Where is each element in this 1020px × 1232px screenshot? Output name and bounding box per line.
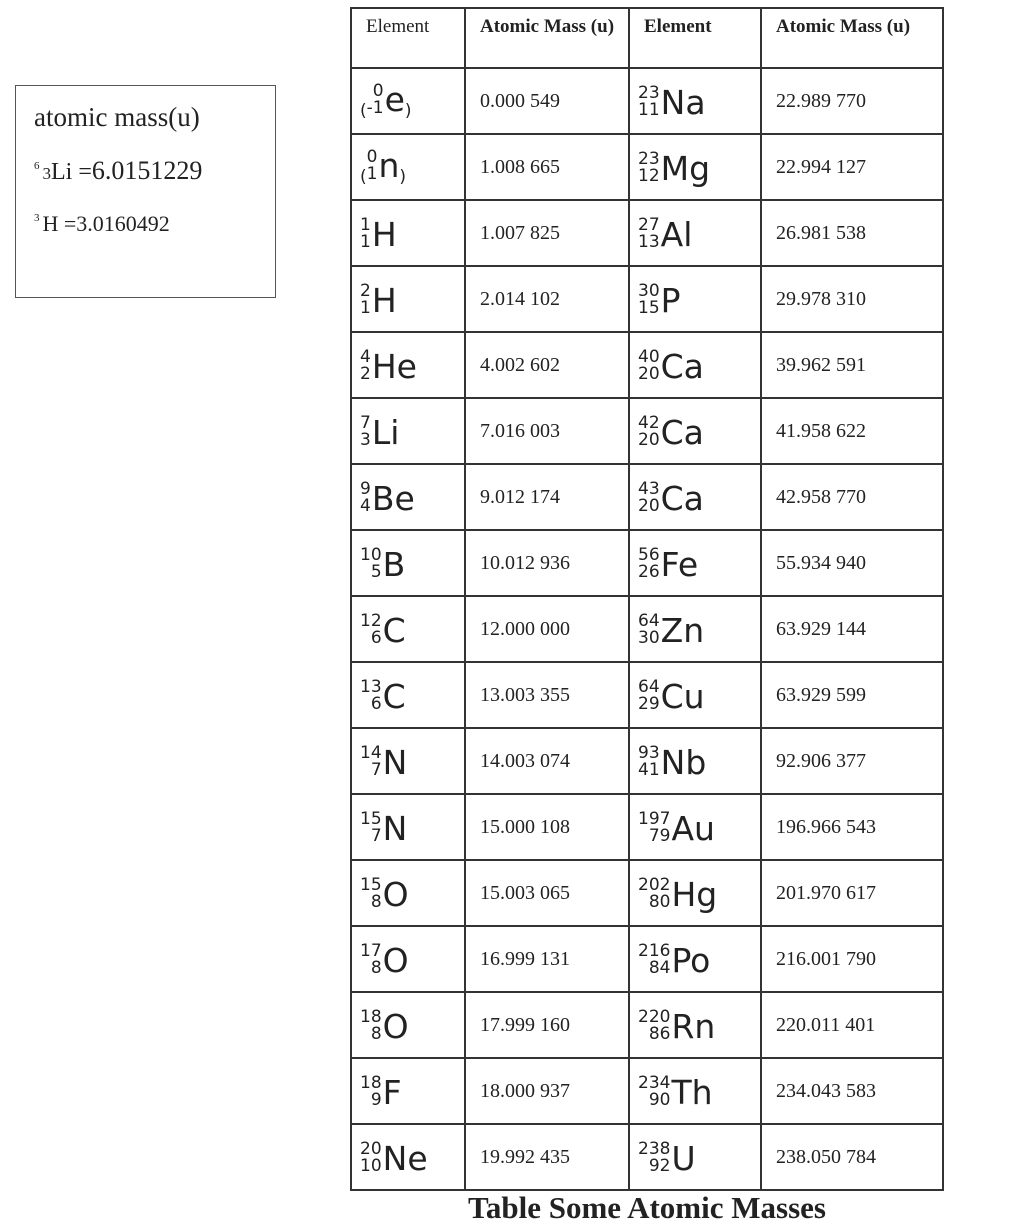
mass-cell-right: 63.929 144 [761,596,943,662]
nuclide [638,676,705,716]
atomic-number: 41 [638,760,660,780]
element-cell-left [351,398,465,464]
nuclide [360,412,400,452]
element-cell-left [351,200,465,266]
nuclide [360,80,412,121]
element-symbol: Ca [660,346,704,386]
element-symbol: Cu [660,676,705,716]
element-symbol: Th [671,1072,713,1112]
table-row [351,464,943,530]
mass-number: 18 [360,1073,382,1093]
table-body [351,68,943,1190]
mass-cell-left: 15.003 065 [465,860,629,926]
element-cell-left [351,332,465,398]
element-symbol: U [671,1138,696,1178]
element-cell-left [351,1124,465,1190]
mass-number: 1 [360,215,371,235]
nuclide [638,808,715,848]
nuclide-numbers [638,1009,670,1043]
atomic-number: 10 [360,1156,382,1176]
nuclide [638,544,699,584]
element-cell-right [629,68,761,134]
table-row [351,1124,943,1190]
mass-number: 18 [360,1007,382,1027]
table-header-row [351,8,943,68]
nuclide [638,478,704,518]
atomic-number: 20 [638,430,660,450]
nuclide-numbers [366,146,378,184]
mass-cell-left: 18.000 937 [465,1058,629,1124]
header-element-2: Element [629,8,761,68]
nuclide-numbers [638,613,660,647]
element-cell-left [351,464,465,530]
element-symbol: P [660,280,681,320]
mass-number: 2 [360,281,371,301]
mass-number: 40 [638,347,660,367]
element-cell-left [351,530,465,596]
nuclide-numbers [638,1075,670,1109]
atomic-number: 9 [370,1090,382,1110]
mass-number: 202 [638,875,671,895]
atomic-number: 12 [638,166,660,186]
mass-cell-left: 9.012 174 [465,464,629,530]
atomic-number: 26 [638,562,660,582]
element-symbol: Hg [671,874,718,914]
nuclide [360,742,408,782]
element-symbol: Be [371,478,415,518]
atomic-number: 1 [366,163,378,184]
mass-number: 7 [360,413,371,433]
element-cell-left [351,860,465,926]
mass-number: 4 [360,347,371,367]
element-cell-left [351,68,465,134]
element-symbol: O [382,874,409,914]
info-box [15,85,276,298]
nuclide [638,412,704,452]
element-cell-right [629,1124,761,1190]
table-row [351,860,943,926]
element-cell-right [629,200,761,266]
mass-number: 10 [360,545,382,565]
element-symbol: Zn [660,610,705,650]
nuclide [638,1138,696,1178]
mass-cell-left: 16.999 131 [465,926,629,992]
table-row [351,332,943,398]
nuclide-numbers [360,877,382,911]
li6-mass-number: 6 [34,160,40,172]
nuclide-numbers [360,943,382,977]
mass-number: 30 [638,281,660,301]
nuclide-numbers [638,745,660,779]
table-row [351,728,943,794]
mass-cell-left: 19.992 435 [465,1124,629,1190]
table-row [351,926,943,992]
nuclide-numbers [638,1141,670,1175]
nuclide-numbers [360,283,371,317]
atomic-number: 8 [370,958,382,978]
element-symbol: e [384,80,405,119]
nuclide-numbers [638,151,660,185]
table-row [351,662,943,728]
table-caption: Table Some Atomic Masses [468,1190,826,1225]
mass-number: 23 [638,83,660,103]
atomic-number: 20 [638,496,660,516]
element-symbol: H [371,280,397,320]
nuclide [638,1006,716,1046]
info-h3-line [34,211,170,237]
table-row [351,596,943,662]
table-row [351,1058,943,1124]
mass-number: 0 [366,146,378,167]
mass-cell-right: 22.994 127 [761,134,943,200]
nuclide-numbers [638,877,670,911]
mass-number: 64 [638,611,660,631]
atomic-number: -1 [366,97,384,118]
atomic-number: 5 [370,562,382,582]
element-cell-right [629,794,761,860]
element-cell-right [629,530,761,596]
nuclide [360,808,408,848]
mass-number: 23 [638,149,660,169]
info-title: atomic mass(u) [34,102,200,132]
mass-number: 197 [638,809,671,829]
mass-cell-left: 0.000 549 [465,68,629,134]
element-symbol: Ca [660,412,704,452]
element-symbol: He [371,346,417,386]
li6-symbol: Li = [51,159,92,185]
atomic-mass-table [350,7,944,1191]
nuclide [638,214,693,254]
h3-symbol: H = [42,211,77,236]
atomic-number: 8 [370,892,382,912]
mass-number: 216 [638,941,671,961]
element-cell-right [629,464,761,530]
nuclide-numbers [638,283,660,317]
element-cell-right [629,134,761,200]
mass-cell-right: 39.962 591 [761,332,943,398]
atomic-number: 79 [648,826,671,846]
table-row [351,266,943,332]
mass-number: 234 [638,1073,671,1093]
nuclide-numbers [366,80,384,118]
nuclide [360,874,409,914]
mass-cell-right: 42.958 770 [761,464,943,530]
element-symbol: Li [371,412,400,452]
element-cell-right [629,992,761,1058]
element-cell-left [351,926,465,992]
atomic-number: 80 [648,892,671,912]
element-symbol: O [382,940,409,980]
mass-cell-right: 196.966 543 [761,794,943,860]
nuclide [360,478,415,518]
atomic-number: 3 [360,430,371,450]
element-cell-left [351,662,465,728]
mass-number: 238 [638,1139,671,1159]
nuclide [360,1072,402,1112]
element-symbol: Ne [382,1138,428,1178]
mass-number: 13 [360,677,382,697]
atomic-number: 15 [638,298,660,318]
nuclide [638,874,718,914]
mass-cell-right: 41.958 622 [761,398,943,464]
element-cell-right [629,596,761,662]
nuclide [360,1006,409,1046]
element-cell-right [629,926,761,992]
nuclide-numbers [360,1009,382,1043]
nuclide-numbers [360,217,371,251]
mass-number: 15 [360,809,382,829]
nuclide [638,940,711,980]
nuclide-numbers [638,943,670,977]
element-cell-right [629,1058,761,1124]
header-atomic-mass-1: Atomic Mass (u) [465,8,629,68]
element-symbol: Al [660,214,693,254]
element-symbol: N [382,742,408,782]
element-symbol: Mg [660,148,711,188]
atomic-number: 30 [638,628,660,648]
open-paren: ( [360,166,367,187]
mass-cell-left: 17.999 160 [465,992,629,1058]
element-cell-right [629,662,761,728]
nuclide-numbers [360,349,371,383]
nuclide-numbers [638,85,660,119]
element-symbol: Na [660,82,706,122]
atomic-number: 7 [370,826,382,846]
nuclide-numbers [638,547,660,581]
nuclide [638,148,711,188]
nuclide-numbers [638,811,670,845]
atomic-number: 86 [648,1024,671,1044]
nuclide [360,610,406,650]
header-element-1: Element [351,8,465,68]
close-paren: ) [399,166,407,187]
element-symbol: Nb [660,742,707,782]
table-row [351,794,943,860]
atomic-number: 1 [360,232,371,252]
mass-number: 14 [360,743,382,763]
element-cell-right [629,860,761,926]
info-li6-line [34,156,202,186]
mass-number: 220 [638,1007,671,1027]
atomic-number: 6 [370,628,382,648]
mass-number: 9 [360,479,371,499]
atomic-number: 90 [648,1090,671,1110]
element-symbol: Rn [671,1006,716,1046]
nuclide [638,742,707,782]
atomic-number: 1 [360,298,371,318]
mass-number: 27 [638,215,660,235]
mass-cell-right: 26.981 538 [761,200,943,266]
li6-atomic-number: 3 [42,164,51,183]
atomic-number: 4 [360,496,371,516]
mass-cell-left: 10.012 936 [465,530,629,596]
element-cell-left [351,992,465,1058]
table-row [351,68,943,134]
element-symbol: N [382,808,408,848]
nuclide [360,214,397,254]
mass-number: 64 [638,677,660,697]
nuclide-numbers [360,613,382,647]
mass-cell-right: 29.978 310 [761,266,943,332]
mass-number: 43 [638,479,660,499]
atomic-number: 6 [370,694,382,714]
mass-cell-right: 92.906 377 [761,728,943,794]
nuclide [360,676,406,716]
nuclide-numbers [360,415,371,449]
nuclide-numbers [638,349,660,383]
mass-cell-left: 15.000 108 [465,794,629,860]
nuclide [360,940,409,980]
nuclide [360,146,407,187]
nuclide [360,1138,428,1178]
mass-number: 20 [360,1139,382,1159]
mass-cell-right: 63.929 599 [761,662,943,728]
nuclide [638,280,681,320]
nuclide-numbers [360,745,382,779]
nuclide [638,82,706,122]
nuclide-numbers [360,1141,382,1175]
element-symbol: Fe [660,544,699,584]
mass-cell-left: 7.016 003 [465,398,629,464]
table-row [351,530,943,596]
mass-number: 56 [638,545,660,565]
element-symbol: H [371,214,397,254]
mass-number: 93 [638,743,660,763]
mass-number: 12 [360,611,382,631]
element-symbol: Au [671,808,715,848]
mass-cell-right: 234.043 583 [761,1058,943,1124]
atomic-number: 20 [638,364,660,384]
table-row [351,992,943,1058]
atomic-number: 2 [360,364,371,384]
element-cell-right [629,266,761,332]
mass-cell-right: 55.934 940 [761,530,943,596]
element-cell-left [351,794,465,860]
mass-cell-left: 14.003 074 [465,728,629,794]
element-symbol: C [382,610,406,650]
element-symbol: Po [671,940,711,980]
h3-mass-number: 3 [34,212,40,224]
element-cell-left [351,1058,465,1124]
mass-cell-left: 1.007 825 [465,200,629,266]
element-symbol: F [382,1072,402,1112]
atomic-number: 8 [370,1024,382,1044]
element-cell-left [351,266,465,332]
mass-cell-right: 22.989 770 [761,68,943,134]
open-paren: ( [360,100,367,121]
nuclide [360,280,397,320]
element-symbol: Ca [660,478,704,518]
mass-cell-left: 12.000 000 [465,596,629,662]
nuclide-numbers [638,217,660,251]
element-cell-left [351,728,465,794]
atomic-number: 11 [638,100,660,120]
nuclide-numbers [638,481,660,515]
element-symbol: n [378,146,400,185]
element-symbol: B [382,544,406,584]
h3-value: 3.0160492 [76,211,170,236]
atomic-number: 92 [648,1156,671,1176]
mass-cell-right: 201.970 617 [761,860,943,926]
mass-number: 15 [360,875,382,895]
header-atomic-mass-2: Atomic Mass (u) [761,8,943,68]
table-row [351,200,943,266]
nuclide [638,610,705,650]
nuclide [360,346,417,386]
close-paren: ) [404,100,412,121]
atomic-number: 84 [648,958,671,978]
element-cell-right [629,728,761,794]
mass-cell-right: 220.011 401 [761,992,943,1058]
mass-number: 42 [638,413,660,433]
mass-cell-left: 4.002 602 [465,332,629,398]
nuclide-numbers [638,679,660,713]
element-cell-left [351,134,465,200]
nuclide-numbers [360,481,371,515]
li6-value: 6.0151229 [91,156,203,185]
nuclide-numbers [638,415,660,449]
mass-cell-left: 13.003 355 [465,662,629,728]
mass-cell-left: 1.008 665 [465,134,629,200]
nuclide [638,346,704,386]
mass-cell-left: 2.014 102 [465,266,629,332]
element-cell-right [629,398,761,464]
nuclide-numbers [360,811,382,845]
table-row [351,398,943,464]
mass-number: 0 [372,80,384,101]
mass-number: 17 [360,941,382,961]
atomic-number: 7 [370,760,382,780]
element-cell-left [351,596,465,662]
atomic-number: 29 [638,694,660,714]
atomic-number: 13 [638,232,660,252]
nuclide-numbers [360,679,382,713]
nuclide [638,1072,713,1112]
element-cell-right [629,332,761,398]
nuclide [360,544,406,584]
mass-cell-right: 238.050 784 [761,1124,943,1190]
element-symbol: C [382,676,406,716]
mass-cell-right: 216.001 790 [761,926,943,992]
table-row [351,134,943,200]
element-symbol: O [382,1006,409,1046]
nuclide-numbers [360,547,382,581]
nuclide-numbers [360,1075,382,1109]
